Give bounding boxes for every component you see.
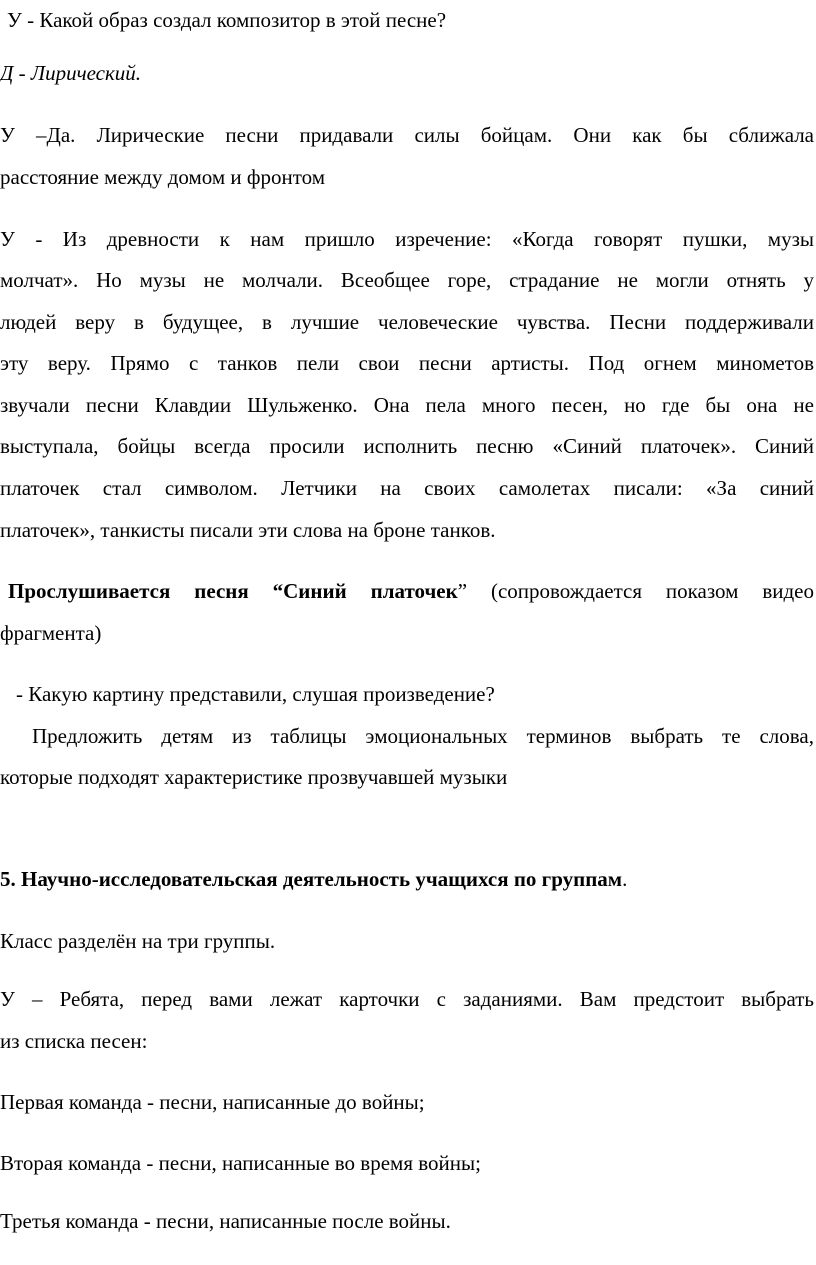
paragraph-muses-line6: выступала, бойцы всегда просили исполнить песню «Синий платочек». Синий [0, 434, 814, 458]
paragraph-muses-line7: платочек стал символом. Летчики на своих самолетах писали: «За синий [0, 476, 814, 500]
section-5-heading [0, 866, 814, 893]
question-picture: - Какую картину представили, слушая произведение? [16, 682, 495, 706]
question-composer-image: У - Какой образ создал композитор в этой песне? [7, 8, 447, 32]
team-2: Вторая команда - песни, написанные во время войны; [0, 1151, 481, 1175]
answer-lyrical: Д - Лирический. [0, 61, 142, 85]
paragraph-lyrical-songs-line2: расстояние между домом и фронтом [0, 165, 326, 189]
paragraph-muses-line2: молчат». Но музы не молчали. Всеобщее горе, страдание не могли отнять у [0, 268, 814, 292]
paragraph-muses-line5: звучали песни Клавдии Шульженко. Она пела много песен, но где бы она не [0, 393, 814, 417]
listen-song-line2: фрагмента) [0, 621, 102, 645]
cards-task-line1: У – Ребята, перед вами лежат карточки с заданиями. Вам предстоит выбрать [0, 987, 814, 1011]
cards-task-line2: из списка песен: [0, 1029, 148, 1053]
listen-song-title: Прослушивается песня “Синий платочек [8, 579, 458, 603]
listen-song-line1 [8, 578, 814, 605]
section-5-heading-period: . [622, 867, 628, 891]
section-5-heading-text: 5. Научно-исследовательская деятельность учащихся по группам [0, 867, 623, 891]
paragraph-muses-line4: эту веру. Прямо с танков пели свои песни артисты. Под огнем минометов [0, 351, 814, 375]
team-1: Первая команда - песни, написанные до войны; [0, 1090, 425, 1114]
suggestion-line1: Предложить детям из таблицы эмоциональных терминов выбрать те слова, [32, 724, 814, 748]
paragraph-muses-line8: платочек», танкисты писали эти слова на броне танков. [0, 518, 496, 542]
paragraph-lyrical-songs-line1: У –Да. Лирические песни придавали силы бойцам. Они как бы сближала [0, 123, 814, 147]
paragraph-muses-line3: людей веру в будущее, в лучшие человеческие чувства. Песни поддерживали [0, 310, 814, 334]
listen-song-note: ” (сопровождается показом видео [457, 579, 814, 603]
team-3: Третья команда - песни, написанные после войны. [0, 1209, 451, 1233]
class-groups: Класс разделён на три группы. [0, 929, 276, 953]
suggestion-line2: которые подходят характеристике прозвучавшей музыки [0, 765, 508, 789]
paragraph-muses-line1: У - Из древности к нам пришло изречение: «Когда говорят пушки, музы [0, 227, 814, 251]
